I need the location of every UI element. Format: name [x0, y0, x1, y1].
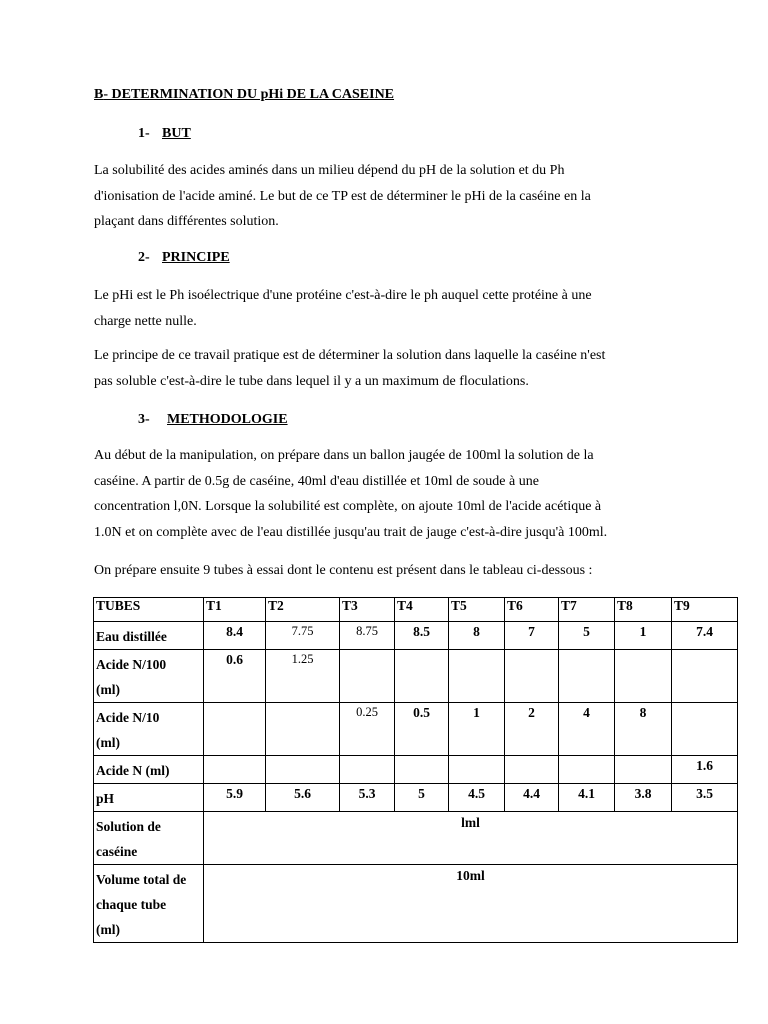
- table-cell: 8.4: [204, 622, 266, 650]
- paragraph-principe-2: Le principe de ce travail pratique est de déterminer la solution dans laquelle la caséine n'est pas soluble c'est-à-dire le tube dans lequel il y a un maximum de floculations.: [94, 348, 606, 389]
- table-cell: [615, 650, 672, 703]
- section-heading-principe: 2- PRINCIPE: [138, 250, 230, 265]
- table-cell: 7.4: [672, 622, 738, 650]
- table-cell: [615, 756, 672, 784]
- table-cell: [449, 756, 505, 784]
- header-cell: T1: [204, 598, 266, 622]
- table-cell: 5.9: [204, 784, 266, 812]
- section-heading-methodologie: 3- METHODOLOGIE: [138, 412, 288, 427]
- header-cell: T2: [266, 598, 340, 622]
- header-cell: T8: [615, 598, 672, 622]
- table-cell: [204, 703, 266, 756]
- header-cell: TUBES: [94, 598, 204, 622]
- table-cell: 0.5: [395, 703, 449, 756]
- table-cell: [672, 650, 738, 703]
- table-cell: 7: [505, 622, 559, 650]
- paragraph-table-intro: On prépare ensuite 9 tubes à essai dont le contenu est présent dans le tableau ci-dessous :: [94, 563, 593, 578]
- table-cell: [340, 756, 395, 784]
- table-cell: 1.6: [672, 756, 738, 784]
- table-cell: [340, 650, 395, 703]
- table-cell: 1: [449, 703, 505, 756]
- row-label: Volume total de chaque tube (ml): [94, 865, 204, 943]
- table-cell: 5.3: [340, 784, 395, 812]
- table-cell: 5: [395, 784, 449, 812]
- table-cell: 4.1: [559, 784, 615, 812]
- header-cell: T9: [672, 598, 738, 622]
- paragraph-principe-1: Le pHi est le Ph isoélectrique d'une protéine c'est-à-dire le ph auquel cette protéine à une charge nette nulle.: [94, 288, 592, 329]
- row-label: Acide N/10 (ml): [94, 703, 204, 756]
- row-label: Eau distillée: [94, 622, 204, 650]
- table-cell: [449, 650, 505, 703]
- table-cell: 0.6: [204, 650, 266, 703]
- table-row-acide-n100: [94, 650, 738, 703]
- table-row-eau-distillee: [94, 622, 738, 650]
- table-cell: 8.75: [340, 622, 395, 650]
- tubes-table: [93, 597, 738, 943]
- section-heading-but: 1- BUT: [138, 126, 191, 141]
- merged-cell-solution: lml: [204, 812, 738, 865]
- header-cell: T5: [449, 598, 505, 622]
- paragraph-but: La solubilité des acides aminés dans un milieu dépend du pH de la solution et du Ph d'ionisation de l'acide aminé. Le but de ce TP est de déterminer le pHi de la caséine en la plaçant dans différentes solution.: [94, 163, 591, 229]
- table-row-ph: [94, 784, 738, 812]
- table-cell: 4: [559, 703, 615, 756]
- row-label: Acide N (ml): [94, 756, 204, 784]
- table-cell: [266, 756, 340, 784]
- table-cell: [505, 756, 559, 784]
- table-cell: 4.4: [505, 784, 559, 812]
- header-cell: T3: [340, 598, 395, 622]
- table-row-volume-total: [94, 865, 738, 943]
- paragraph-methodologie: Au début de la manipulation, on prépare dans un ballon jaugée de 100ml la solution de la caséine. A partir de 0.5g de caséine, 40ml d'eau distillée et 10ml de soude à une concentration l,0N. Lorsque la solubilité est complète, on ajoute 10ml de l'acide acétique à 1.0N et on complète avec de l'eau distillée jusqu'au trait de jauge c'est-à-dire jusqu'à 100ml.: [94, 448, 608, 540]
- table-row-acide-n10: [94, 703, 738, 756]
- table-cell: 7.75: [266, 622, 340, 650]
- table-cell: 8: [449, 622, 505, 650]
- table-row-solution-caseine: [94, 812, 738, 865]
- table-cell: [266, 703, 340, 756]
- table-cell: [559, 756, 615, 784]
- table-header-row: [94, 598, 738, 622]
- header-cell: T6: [505, 598, 559, 622]
- table-row-acide-n: [94, 756, 738, 784]
- table-cell: 5.6: [266, 784, 340, 812]
- table-cell: [559, 650, 615, 703]
- row-label: pH: [94, 784, 204, 812]
- table-cell: 3.5: [672, 784, 738, 812]
- table-cell: [395, 756, 449, 784]
- table-cell: [505, 650, 559, 703]
- table-cell: [204, 756, 266, 784]
- table-cell: 0.25: [340, 703, 395, 756]
- table-cell: [672, 703, 738, 756]
- table-cell: 1: [615, 622, 672, 650]
- table-cell: [395, 650, 449, 703]
- table-cell: 3.8: [615, 784, 672, 812]
- table-cell: 8.5: [395, 622, 449, 650]
- header-cell: T4: [395, 598, 449, 622]
- row-label: Acide N/100 (ml): [94, 650, 204, 703]
- table-cell: 8: [615, 703, 672, 756]
- row-label: Solution de caséine: [94, 812, 204, 865]
- document-title: B- DETERMINATION DU pHi DE LA CASEINE: [94, 87, 395, 102]
- header-cell: T7: [559, 598, 615, 622]
- table-cell: 1.25: [266, 650, 340, 703]
- merged-cell-volume: 10ml: [204, 865, 738, 943]
- table-cell: 4.5: [449, 784, 505, 812]
- table-cell: 2: [505, 703, 559, 756]
- table-cell: 5: [559, 622, 615, 650]
